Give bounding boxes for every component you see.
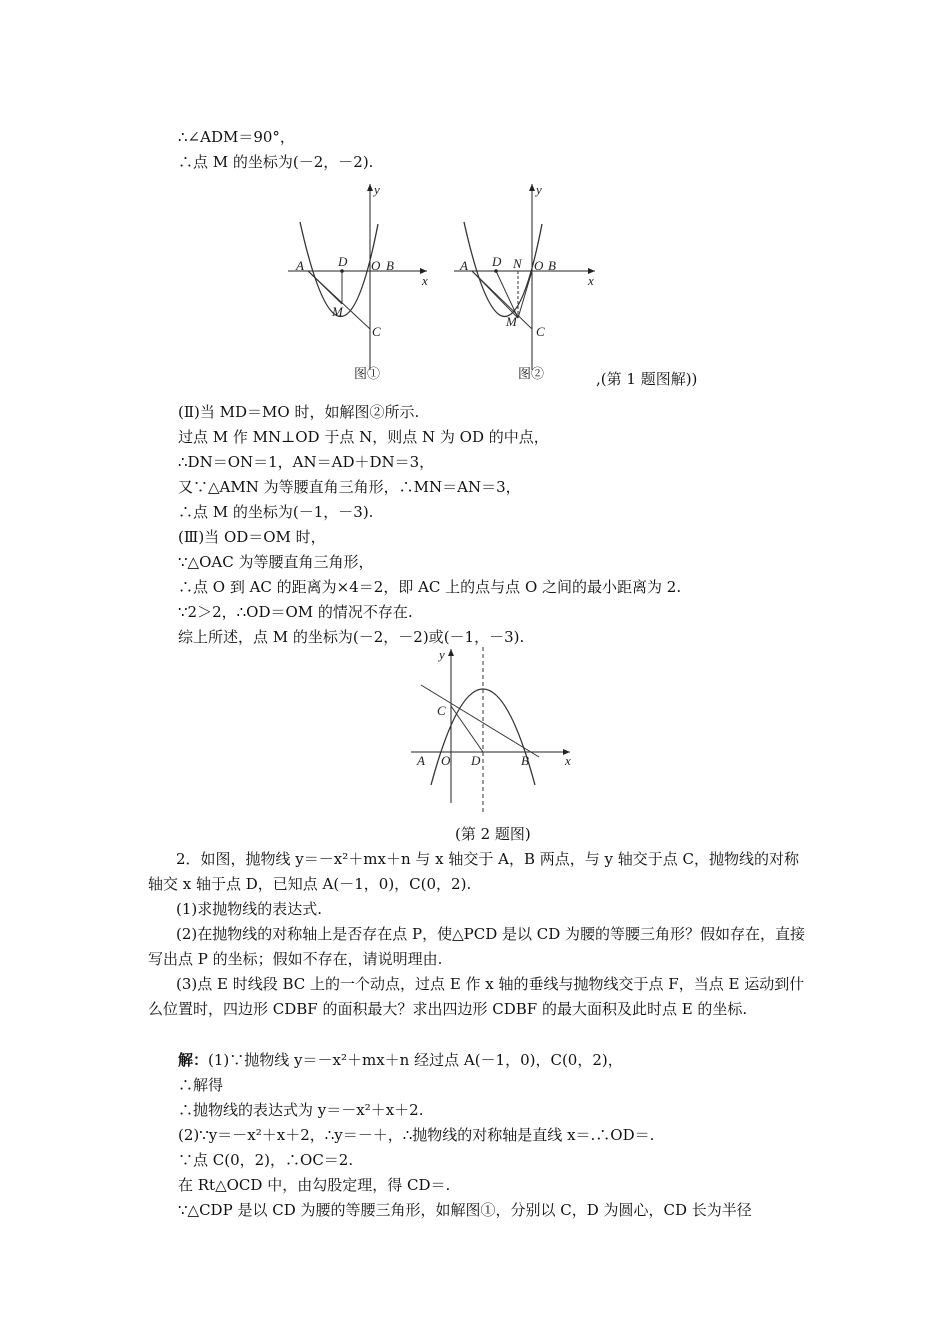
text-line: ∵2＞2，∴OD＝OM 的情况不存在. bbox=[178, 603, 413, 621]
label: A bbox=[417, 753, 425, 768]
label: x bbox=[565, 753, 571, 768]
problem-statement: 2．如图，抛物线 y＝－x²＋mx＋n 与 x 轴交于 A，B 两点，与 y 轴交于点 C，抛物线的对称轴交 x 轴于点 D，已知点 A(－1，0)，C(0，2). bbox=[148, 850, 800, 893]
solution-head: 解： bbox=[178, 1051, 209, 1069]
label: C bbox=[536, 324, 545, 339]
label: x bbox=[422, 273, 428, 288]
problem-part-1: (1)求抛物线的表达式. bbox=[176, 900, 323, 918]
text-line: 过点 M 作 MN⊥OD 于点 N，则点 N 为 OD 的中点， bbox=[178, 428, 549, 446]
label: O bbox=[441, 753, 451, 768]
label: A bbox=[296, 258, 304, 273]
solution-line bbox=[178, 1050, 623, 1070]
label: M bbox=[506, 314, 517, 329]
problem-part-2: (2)在抛物线的对称轴上是否存在点 P，使△PCD 是以 CD 为腰的等腰三角形？假如存在，直接写出点 P 的坐标；假如不存在，请说明理由. bbox=[148, 925, 806, 968]
label: D bbox=[492, 254, 502, 269]
solution-text: (1)∵抛物线 y＝－x²＋mx＋n 经过点 A(－1，0)，C(0，2)， bbox=[208, 1051, 623, 1069]
text-line: ∴DN＝ON＝1，AN＝AD＋DN＝3， bbox=[178, 453, 435, 471]
text-line: ∵△OAC 为等腰直角三角形， bbox=[178, 553, 374, 571]
label: B bbox=[386, 258, 394, 273]
label: C bbox=[372, 324, 381, 339]
label: M bbox=[332, 304, 343, 319]
label: x bbox=[588, 273, 594, 288]
label: D bbox=[338, 254, 348, 269]
caption: 图② bbox=[518, 366, 545, 381]
figure-2-diagram bbox=[405, 645, 575, 825]
label: D bbox=[471, 753, 481, 768]
solution-line: (2)∵y＝－x²＋x＋2，∴y＝－＋，∴抛物线的对称轴是直线 x＝.∴OD＝. bbox=[178, 1126, 655, 1144]
label: C bbox=[437, 703, 446, 718]
text-line: ∴∠ADM＝90°， bbox=[178, 128, 295, 146]
solution-line: ∵点 C(0，2)，∴OC＝2. bbox=[178, 1151, 354, 1169]
solution-line: ∵△CDP 是以 CD 为腰的等腰三角形，如解图①，分别以 C，D 为圆心，CD 长为半径 bbox=[178, 1201, 752, 1219]
label: O bbox=[534, 258, 544, 273]
label: y bbox=[374, 182, 380, 197]
text-line: ∴点 M 的坐标为(－2，－2). bbox=[178, 153, 374, 171]
label: N bbox=[513, 256, 522, 271]
text-line: (Ⅱ)当 MD＝MO 时，如解图②所示. bbox=[178, 403, 420, 421]
figure-1-diagram-1 bbox=[282, 180, 432, 380]
problem-part-3: (3)点 E 时线段 BC 上的一个动点，过点 E 作 x 轴的垂线与抛物线交于点 F，当点 E 运动到什么位置时，四边形 CDBF 的面积最大？求出四边形 CDBF 的最大面积及此时点 E 的坐标. bbox=[148, 975, 805, 1018]
text-line: ∴点 M 的坐标为(－1，－3). bbox=[178, 503, 374, 521]
caption: 图① bbox=[354, 366, 381, 381]
figure-2-caption: (第 2 题图) bbox=[455, 825, 531, 843]
label: y bbox=[439, 647, 445, 662]
solution-line: 在 Rt△OCD 中，由勾股定理，得 CD＝. bbox=[178, 1176, 451, 1194]
text-line: 综上所述，点 M 的坐标为(－2，－2)或(－1，－3). bbox=[178, 628, 525, 646]
solution-line: ∴解得 bbox=[178, 1076, 224, 1094]
label: O bbox=[371, 258, 381, 273]
label: B bbox=[521, 753, 529, 768]
solution-line: ∴抛物线的表达式为 y＝－x²＋x＋2. bbox=[178, 1101, 424, 1119]
label: B bbox=[548, 258, 556, 273]
label: y bbox=[536, 182, 542, 197]
figure-1-caption: ,(第 1 题图解)) bbox=[596, 370, 698, 388]
figure-1-diagram-2 bbox=[450, 180, 600, 380]
label: A bbox=[460, 258, 468, 273]
text-line: (Ⅲ)当 OD＝OM 时， bbox=[178, 528, 326, 546]
text-line: 又∵△AMN 为等腰直角三角形，∴MN＝AN＝3， bbox=[178, 478, 521, 496]
text-line: ∴点 O 到 AC 的距离为×4＝2，即 AC 上的点与点 O 之间的最小距离为 2. bbox=[178, 578, 682, 596]
